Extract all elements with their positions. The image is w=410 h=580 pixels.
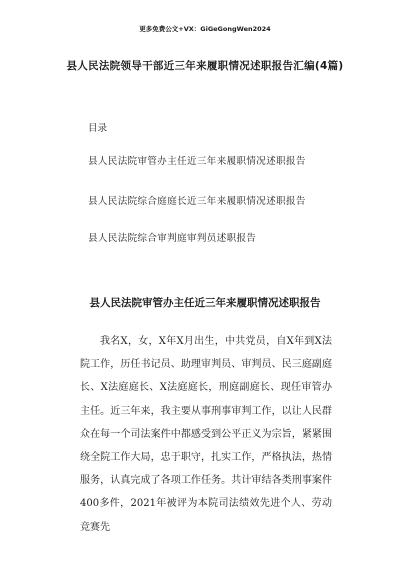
toc-item: 县人民法院综合庭庭长近三年来履职情况述职报告: [88, 196, 306, 207]
header-note: 更多免费公文+VX：GiGeGongWen2024: [139, 25, 271, 33]
section-title: 县人民法院审管办主任近三年来履职情况述职报告: [89, 297, 321, 309]
document-title: 县人民法院领导干部近三年来履职情况述职报告汇编(4篇): [66, 60, 344, 72]
toc-item: 县人民法院综合审判庭审判员述职报告: [88, 233, 257, 244]
toc-heading: 目录: [88, 123, 108, 134]
body-paragraph: 我名X，女，X年X月出生，中共党员，自X年到X法院工作，历任书记员、助理审判员、审判员、民三庭副庭长、X法庭庭长、X法庭庭长，刑庭副庭长、现任审管办主任。近三年来，我主要从事刑事审判工作，以让人民群众在每一个司法案件中都感受到公平正义为宗旨，紧紧围绕全院工作大局，忠于职守，扎实工作，严格执法，热情服务，认真完成了各项工作任务。共计审结各类刑事案件400多件，2021年被评为本院司法绩效先进个人、劳动竞赛先: [80, 336, 332, 533]
toc-item: 县人民法院审管办主任近三年来履职情况述职报告: [88, 156, 306, 167]
